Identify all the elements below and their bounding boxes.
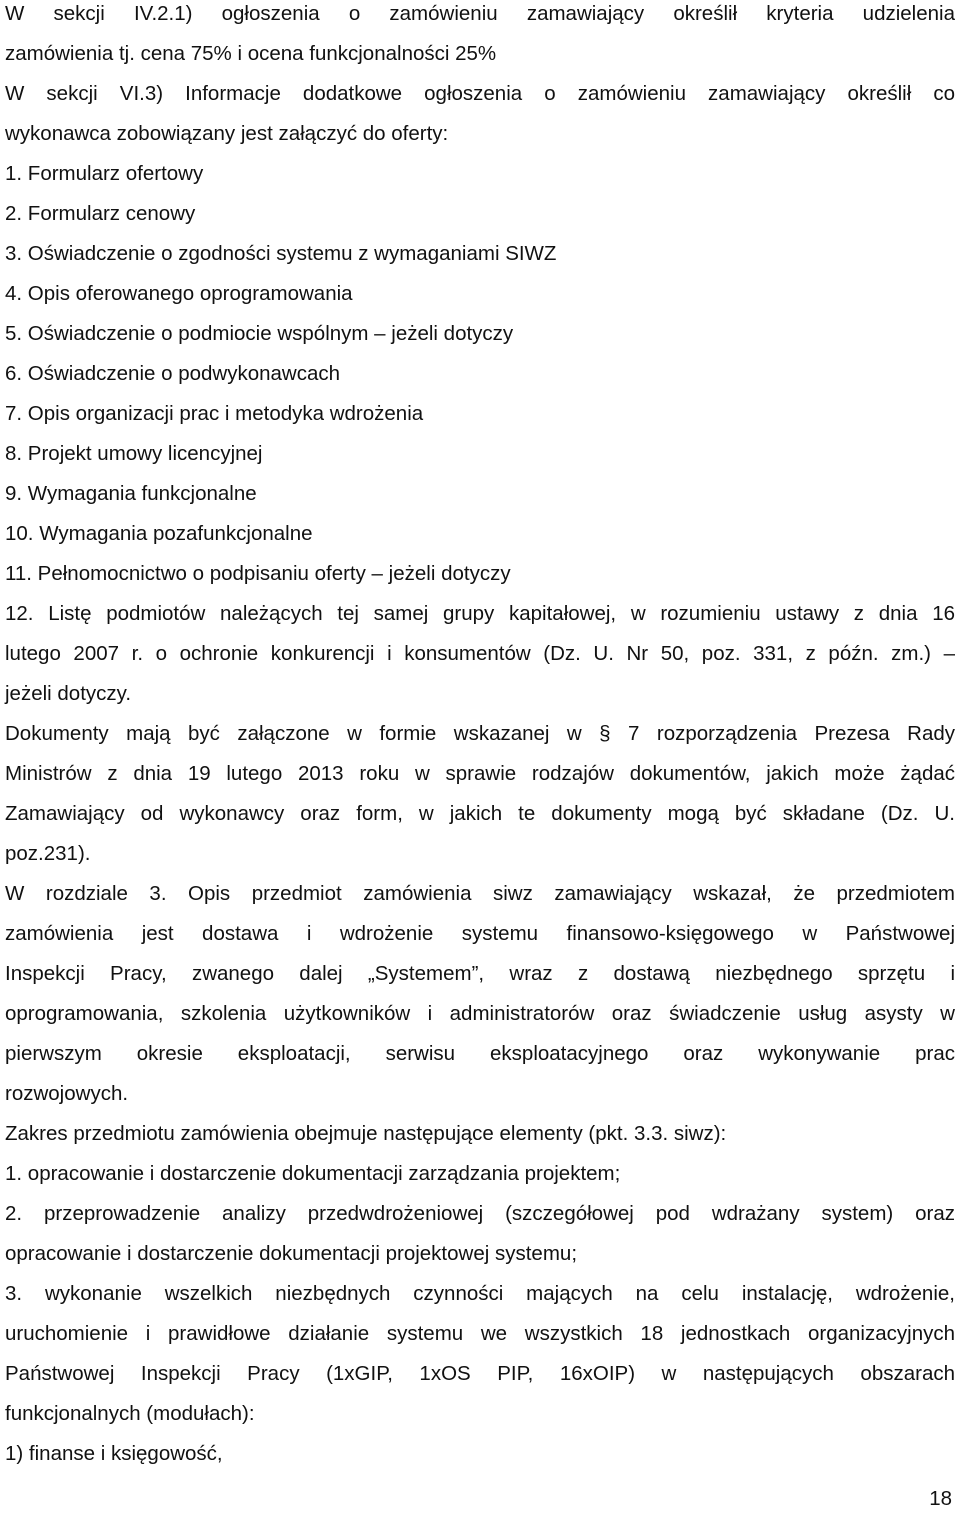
text-line: 8. Projekt umowy licencyjnej — [5, 442, 263, 465]
text-line: 5. Oświadczenie o podmiocie wspólnym – jeżeli dotyczy — [5, 322, 514, 345]
text-line: 1) finanse i księgowość, — [5, 1442, 223, 1465]
text-line: 6. Oświadczenie o podwykonawcach — [5, 362, 341, 385]
text-line: funkcjonalnych (modułach): — [5, 1402, 255, 1425]
text-line: wykonawca zobowiązany jest załączyć do oferty: — [5, 122, 449, 145]
text-line: Inspekcji Pracy, zwanego dalej „Systemem”, wraz z dostawą niezbędnego sprzętu i — [5, 962, 955, 985]
text-line: Dokumenty mają być załączone w formie wskazanej w § 7 rozporządzenia Prezesa Rady — [5, 722, 955, 745]
text-line: 1. Formularz ofertowy — [5, 162, 204, 185]
text-line: 3. wykonanie wszelkich niezbędnych czynności mających na celu instalację, wdrożenie, — [5, 1282, 955, 1305]
text-line: zamówienia tj. cena 75% i ocena funkcjonalności 25% — [5, 42, 497, 65]
document-page — [5, 0, 955, 1474]
text-line: Zakres przedmiotu zamówienia obejmuje następujące elementy (pkt. 3.3. siwz): — [5, 1122, 727, 1145]
text-line: poz.231). — [5, 842, 91, 865]
text-line: 11. Pełnomocnictwo o podpisaniu oferty – jeżeli dotyczy — [5, 562, 511, 585]
text-line: Państwowej Inspekcji Pracy (1xGIP, 1xOS PIP, 16xOIP) w następujących obszarach — [5, 1362, 955, 1385]
text-line: 12. Listę podmiotów należących tej samej grupy kapitałowej, w rozumieniu ustawy z dnia 16 — [5, 602, 955, 625]
text-line: 3. Oświadczenie o zgodności systemu z wymaganiami SIWZ — [5, 242, 557, 265]
text-line: 9. Wymagania funkcjonalne — [5, 482, 257, 505]
text-line: Zamawiający od wykonawcy oraz form, w jakich te dokumenty mogą być składane (Dz. U. — [5, 802, 955, 825]
text-line: 2. przeprowadzenie analizy przedwdrożeniowej (szczegółowej pod wdrażany system) oraz — [5, 1202, 955, 1225]
text-line: oprogramowania, szkolenia użytkowników i administratorów oraz świadczenie usług asysty w — [5, 1002, 955, 1025]
text-line: 4. Opis oferowanego oprogramowania — [5, 282, 353, 305]
text-line: pierwszym okresie eksploatacji, serwisu eksploatacyjnego oraz wykonywanie prac — [5, 1042, 955, 1065]
text-line: 2. Formularz cenowy — [5, 202, 196, 225]
text-line: opracowanie i dostarczenie dokumentacji projektowej systemu; — [5, 1242, 578, 1265]
text-line: zamówienia jest dostawa i wdrożenie systemu finansowo-księgowego w Państwowej — [5, 922, 955, 945]
text-line: lutego 2007 r. o ochronie konkurencji i konsumentów (Dz. U. Nr 50, poz. 331, z późn. zm.) – — [5, 642, 955, 665]
page-number: 18 — [929, 1487, 952, 1510]
text-line: 7. Opis organizacji prac i metodyka wdrożenia — [5, 402, 424, 425]
text-line: W sekcji IV.2.1) ogłoszenia o zamówieniu zamawiający określił kryteria udzielenia — [5, 2, 955, 25]
text-line: uruchomienie i prawidłowe działanie systemu we wszystkich 18 jednostkach organizacyjnych — [5, 1322, 955, 1345]
text-line: jeżeli dotyczy. — [5, 682, 132, 705]
text-line: W rozdziale 3. Opis przedmiot zamówienia siwz zamawiający wskazał, że przedmiotem — [5, 882, 955, 905]
text-line: rozwojowych. — [5, 1082, 129, 1105]
text-line: 10. Wymagania pozafunkcjonalne — [5, 522, 313, 545]
text-line: Ministrów z dnia 19 lutego 2013 roku w sprawie rodzajów dokumentów, jakich może żądać — [5, 762, 955, 785]
text-line: W sekcji VI.3) Informacje dodatkowe ogłoszenia o zamówieniu zamawiający określił co — [5, 82, 955, 105]
text-line: 1. opracowanie i dostarczenie dokumentacji zarządzania projektem; — [5, 1162, 621, 1185]
